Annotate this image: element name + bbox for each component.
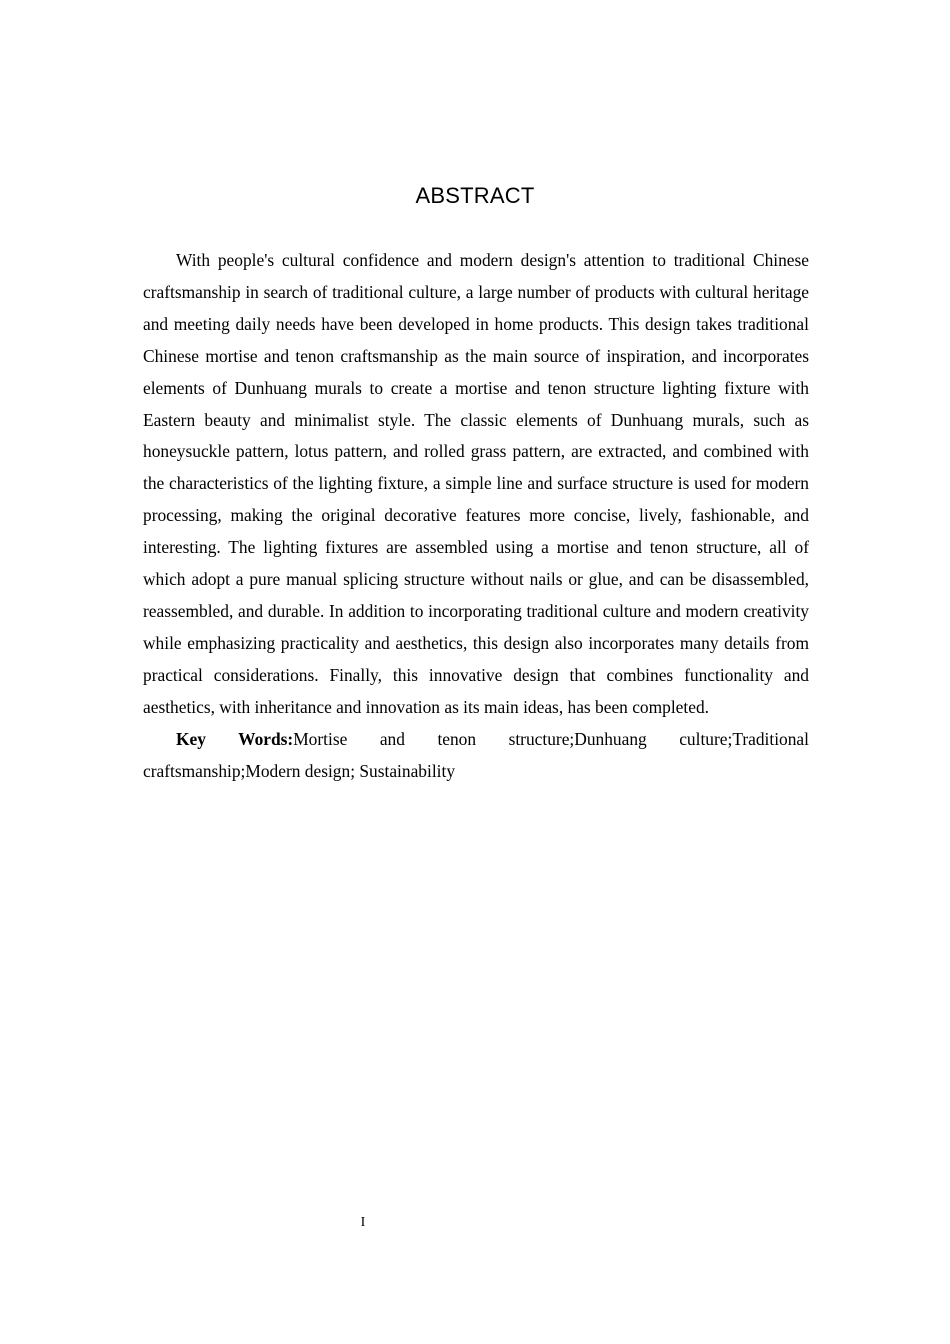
keywords-text-line2: craftsmanship;Modern design; Sustainability (143, 760, 456, 781)
keywords-label: Key Words: (176, 728, 294, 749)
page-number: I (360, 1215, 366, 1230)
abstract-body (143, 245, 809, 787)
abstract-title: ABSTRACT (415, 183, 535, 208)
abstract-paragraph: With people's cultural confidence and modern design's attention to traditional Chinese craftsmanship in search of traditional culture, a large number of products with cultural heritage and meeting daily needs have been developed in home products. This design takes traditional Chinese mortise and tenon craftsmanship as the main source of inspiration, and incorporates elements of Dunhuang murals to create a mortise and tenon structure lighting fixture with Eastern beauty and minimalist style. The classic elements of Dunhuang murals, such as honeysuckle pattern, lotus pattern, and rolled grass pattern, are extracted, and combined with the characteristics of the lighting fixture, a simple line and surface structure is used for modern processing, making the original decorative features more concise, lively, fashionable, and interesting. The lighting fixtures are assembled using a mortise and tenon structure, all of which adopt a pure manual splicing structure without nails or glue, and can be disassembled, reassembled, and durable. In addition to incorporating traditional culture and modern creativity while emphasizing practicality and aesthetics, this design also incorporates many details from practical considerations. Finally, this innovative design that combines functionality and aesthetics, with inheritance and innovation as its main ideas, has been completed. (143, 250, 809, 717)
keywords-continuation (143, 756, 809, 788)
keywords-text-line1: Mortise and tenon structure;Dunhuang culture;Traditional (293, 728, 809, 749)
keywords-paragraph (143, 724, 809, 756)
